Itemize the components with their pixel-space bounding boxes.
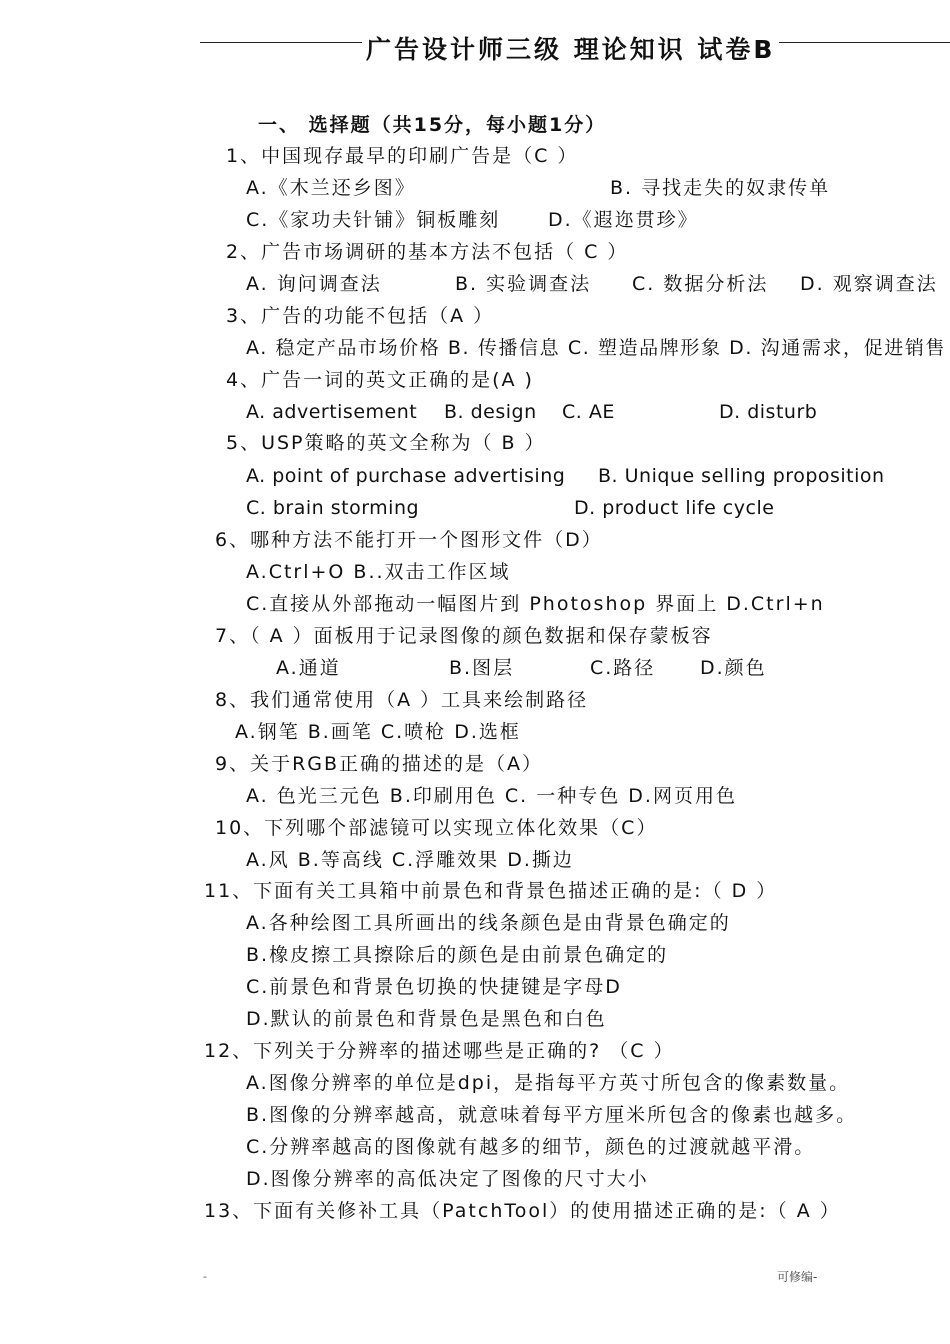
q1-option-a: A.《木兰还乡图》 [246, 177, 416, 199]
q1-option-d: D.《遐迩贯珍》 [548, 209, 699, 231]
q9-options: A. 色光三元色 B.印刷用色 C. 一种专色 D.网页用色 [246, 785, 737, 807]
q12-option-b: B.图像的分辨率越高，就意味着每平方厘米所包含的像素也越多。 [246, 1104, 858, 1126]
footer-marker: - [203, 1270, 207, 1283]
q4-option-b: B. design [444, 401, 537, 423]
question-2: 2、广告市场调研的基本方法不包括（ C ） [226, 241, 629, 263]
q2-option-b: B. 实验调查法 [455, 273, 592, 295]
question-1: 1、中国现存最早的印刷广告是（C ） [226, 145, 579, 167]
q7-option-a: A.通道 [276, 657, 341, 679]
q11-option-d: D.默认的前景色和背景色是黑色和白色 [246, 1008, 607, 1030]
q6-options-ab: A.Ctrl+O B..双击工作区域 [246, 561, 511, 583]
question-11: 11、下面有关工具箱中前景色和背景色描述正确的是:（ D ） [204, 880, 778, 902]
q7-option-b: B.图层 [449, 657, 515, 679]
q5-option-d: D. product life cycle [574, 497, 775, 519]
question-9: 9、关于RGB正确的描述的是（A） [215, 753, 544, 775]
q2-option-d: D. 观察调查法 [800, 273, 938, 295]
q11-option-c: C.前景色和背景色切换的快捷键是字母D [246, 976, 622, 998]
question-3: 3、广告的功能不包括（A ） [226, 305, 495, 327]
q1-option-b: B. 寻找走失的奴隶传单 [610, 177, 831, 199]
q4-option-a: A. advertisement [246, 401, 418, 423]
question-13: 13、下面有关修补工具（PatchTool）的使用描述正确的是:（ A ） [204, 1200, 841, 1222]
q12-option-c: C.分辨率越高的图像就有越多的细节，颜色的过渡就越平滑。 [246, 1136, 816, 1158]
q12-option-a: A.图像分辨率的单位是dpi，是指每平方英寸所包含的像素数量。 [246, 1072, 851, 1094]
question-6: 6、哪种方法不能打开一个图形文件（D） [215, 529, 603, 551]
section-heading: 一、 选择题（共15分，每小题1分） [258, 114, 607, 136]
q7-option-d: D.颜色 [700, 657, 767, 679]
question-10: 10、下列哪个部滤镜可以实现立体化效果（C） [215, 817, 658, 839]
q11-option-a: A.各种绘图工具所画出的线条颜色是由背景色确定的 [246, 912, 731, 934]
q11-option-b: B.橡皮擦工具擦除后的颜色是由前景色确定的 [246, 944, 669, 966]
q5-option-a: A. point of purchase advertising [246, 465, 566, 487]
q6-options-cd: C.直接从外部拖动一幅图片到 Photoshop 界面上 D.Ctrl+n [246, 593, 825, 615]
q4-option-d: D. disturb [719, 401, 818, 423]
q2-option-c: C. 数据分析法 [632, 273, 769, 295]
question-8: 8、我们通常使用（A ）工具来绘制路径 [215, 689, 589, 711]
question-5: 5、USP策略的英文全称为（ B ） [226, 432, 546, 454]
q10-options: A.风 B.等高线 C.浮雕效果 D.撕边 [246, 849, 574, 871]
q2-option-a: A. 询问调查法 [246, 273, 382, 295]
page-title: 广告设计师三级 理论知识 试卷B [362, 30, 779, 66]
q8-options: A.钢笔 B.画笔 C.喷枪 D.选框 [235, 721, 521, 743]
question-7: 7、（ A ）面板用于记录图像的颜色数据和保存蒙板容 [215, 625, 713, 647]
q3-options: A. 稳定产品市场价格 B. 传播信息 C. 塑造品牌形象 D. 沟通需求，促进销售 [246, 337, 947, 359]
question-12: 12、下列关于分辨率的描述哪些是正确的? （C ） [204, 1040, 675, 1062]
q7-option-c: C.路径 [590, 657, 656, 679]
q1-option-c: C.《家功夫针铺》铜板雕刻 [246, 209, 501, 231]
q5-option-c: C. brain storming [246, 497, 420, 519]
q5-option-b: B. Unique selling proposition [598, 465, 885, 487]
footer-editable-note: 可修编- [777, 1270, 818, 1284]
q12-option-d: D.图像分辨率的高低决定了图像的尺寸大小 [246, 1168, 649, 1190]
q4-option-c: C. AE [562, 401, 615, 423]
question-4: 4、广告一词的英文正确的是(A ) [226, 369, 534, 391]
